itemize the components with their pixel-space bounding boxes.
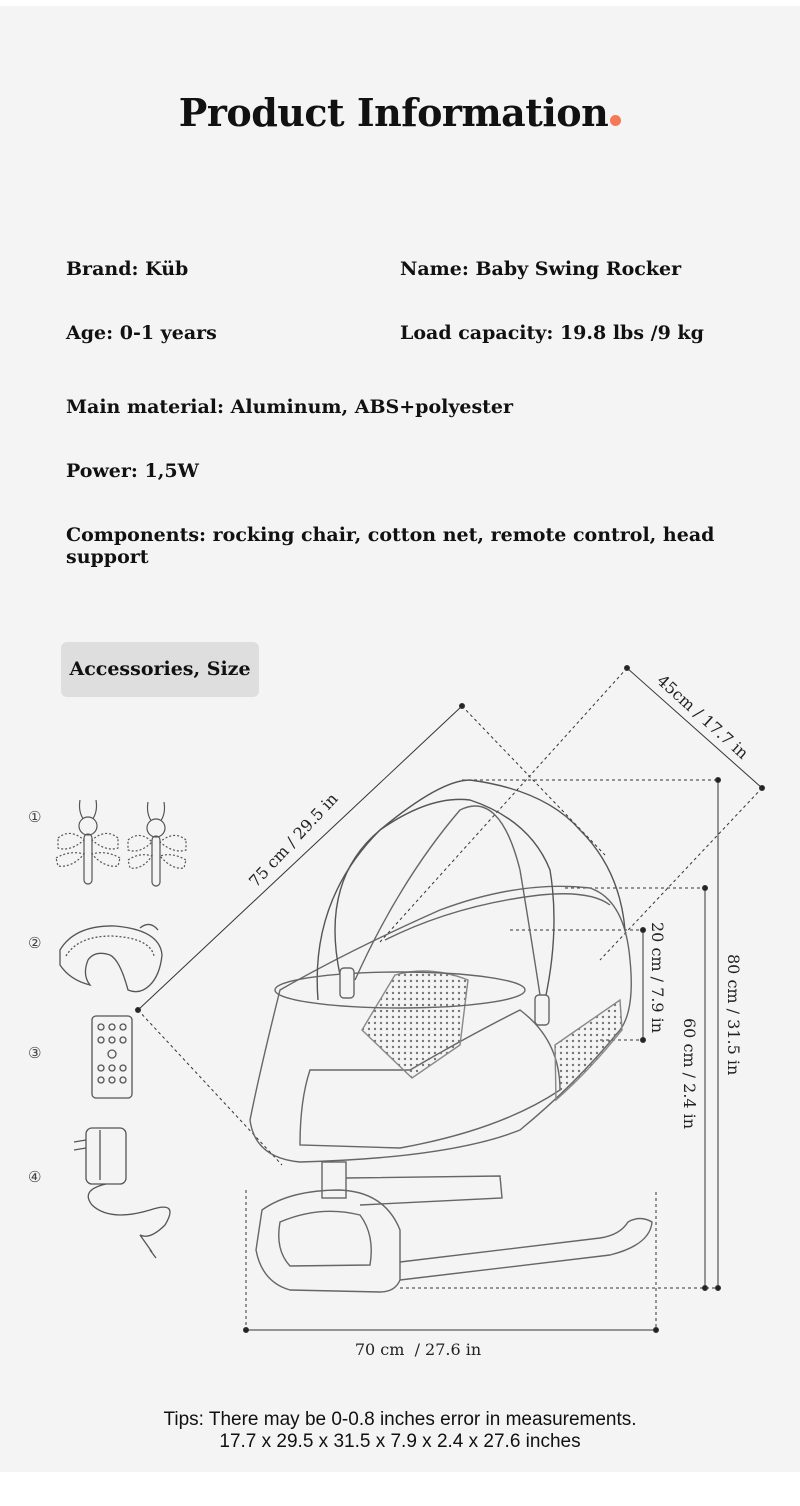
spec-material: Main material: Aluminum, ABS+polyester (66, 396, 514, 418)
dimension-length-label: 75 cm / 29.5 in (245, 789, 342, 891)
head-pillow-icon (60, 924, 162, 991)
tips-line-1: Tips: There may be 0-0.8 inches error in measurements. (163, 1409, 637, 1430)
dimension-height-total-label: 80 cm / 31.5 in (724, 954, 743, 1076)
power-adapter-icon (74, 1128, 170, 1258)
remote-control-icon (92, 1016, 132, 1098)
baby-swing-rocker-illustration (250, 780, 652, 1292)
page-title-text: Product Information (178, 90, 609, 135)
tips-line-2: 17.7 x 29.5 x 31.5 x 7.9 x 2.4 x 27.6 inches (219, 1431, 581, 1452)
dimension-width-label: 70 cm / 27.6 in (354, 1340, 482, 1359)
dragonfly-toys-icon (56, 800, 186, 886)
accessory-number-3: ③ (28, 1044, 42, 1062)
accessory-number-1: ① (28, 808, 42, 826)
accessory-number-2: ② (28, 934, 42, 952)
spec-age: Age: 0-1 years (66, 322, 217, 344)
spec-name: Name: Baby Swing Rocker (400, 258, 682, 280)
dimension-seat-height-label: 60 cm / 2.4 in (680, 1018, 699, 1130)
spec-components-line1: Components: rocking chair, cotton net, remote control, head (66, 524, 715, 546)
spec-power: Power: 1,5W (66, 460, 199, 482)
spec-brand: Brand: Küb (66, 258, 189, 280)
accessories-size-badge: Accessories, Size (61, 642, 259, 697)
dimension-seat-depth-label: 20 cm / 7.9 in (648, 922, 667, 1034)
dimension-depth-label: 45cm / 17.7 in (653, 670, 753, 763)
accessory-number-4: ④ (28, 1168, 42, 1186)
spec-load: Load capacity: 19.8 lbs /9 kg (400, 322, 704, 344)
spec-components-line2: support (66, 546, 149, 568)
